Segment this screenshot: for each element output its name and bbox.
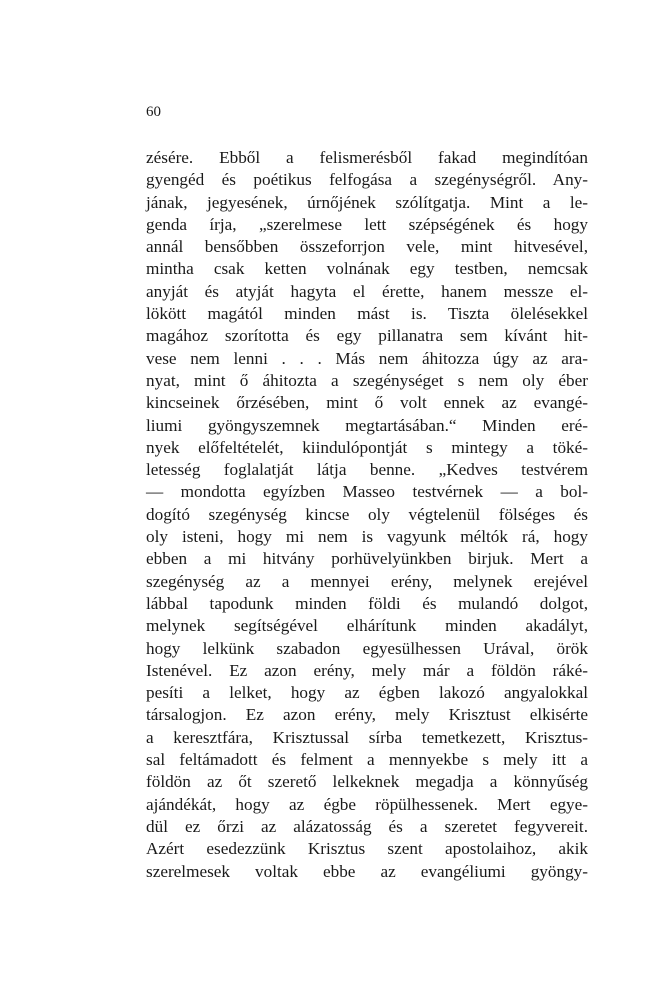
text-line: sal feltámadott és felment a mennyekbe s mely itt a [146, 750, 588, 770]
text-line: magához szorította és egy pillanatra sem kívánt hit- [146, 326, 588, 346]
text-line: lökött magától minden mást is. Tiszta ölelésekkel [146, 304, 588, 324]
text-line: zésére. Ebből a felismerésből fakad megindítóan [146, 148, 588, 167]
text-line: gyengéd és poétikus felfogása a szegénységről. Any- [146, 170, 588, 190]
text-line: hogy lelkünk szabadon egyesülhessen Urával, örök [146, 638, 588, 658]
text-line: földön az őt szerető lelkeknek megadja a könnyűség [146, 772, 588, 792]
text-line: dogító szegénység kincse oly végtelenül fölséges és [146, 504, 588, 524]
text-line: annál bensőbben összeforrjon vele, mint hitvesével, [146, 237, 588, 257]
text-line: társalogjon. Ez azon erény, mely Krisztust elkisérte [146, 705, 588, 725]
text-line: melynek segítségével elhárítunk minden akadályt, [146, 616, 588, 636]
text-line: szerelmesek voltak ebbe az evangéliumi gyöngy- [146, 861, 588, 881]
text-line: ajándékát, hogy az égbe röpülhessenek. Mert egye- [146, 794, 588, 814]
text-line: genda írja, „szerelmese lett szépségének és hogy [146, 214, 588, 234]
text-line: oly isteni, hogy mi nem is vagyunk méltók rá, hogy [146, 527, 588, 547]
text-line: pesíti a lelket, hogy az égben lakozó angyalokkal [146, 683, 588, 703]
body-text [146, 147, 588, 883]
text-line: a keresztfára, Krisztussal sírba temetkezett, Krisztus- [146, 727, 588, 747]
text-line: nyat, mint ő áhitozta a szegénységet s nem oly éber [146, 370, 588, 390]
text-line: Istenével. Ez azon erény, mely már a földön ráké- [146, 660, 588, 680]
text-line: kincseinek őrzésében, mint ő volt ennek az evangé- [146, 393, 588, 413]
text-line: nyek előfeltételét, kiindulópontját s mintegy a töké- [146, 437, 588, 457]
text-line: ebben a mi hitvány porhüvelyünkben birjuk. Mert a [146, 549, 588, 569]
text-line: dül ez őrzi az alázatosság és a szeretet fegyvereit. [146, 816, 588, 836]
text-line: szegénység az a mennyei erény, melynek erejével [146, 571, 588, 591]
text-line: Azért esedezzünk Krisztus szent apostolaihoz, akik [146, 839, 588, 859]
text-line: liumi gyöngyszemnek megtartásában.“ Minden eré- [146, 415, 588, 435]
text-line: mintha csak ketten volnának egy testben, nemcsak [146, 259, 588, 279]
text-line: jának, jegyesének, úrnőjének szólítgatja. Mint a le- [146, 192, 588, 212]
text-line: anyját és atyját hagyta el érette, hanem messze el- [146, 281, 588, 301]
text-line: vese nem lenni . . . Más nem áhitozza úgy az ara- [146, 348, 588, 368]
page-number: 60 [146, 104, 161, 120]
text-line: letesség foglalatját látja benne. „Kedves testvérem [146, 460, 588, 480]
text-line: — mondotta egyízben Masseo testvérnek — a bol- [146, 482, 588, 502]
text-line: lábbal tapodunk minden földi és mulandó dolgot, [146, 593, 588, 613]
